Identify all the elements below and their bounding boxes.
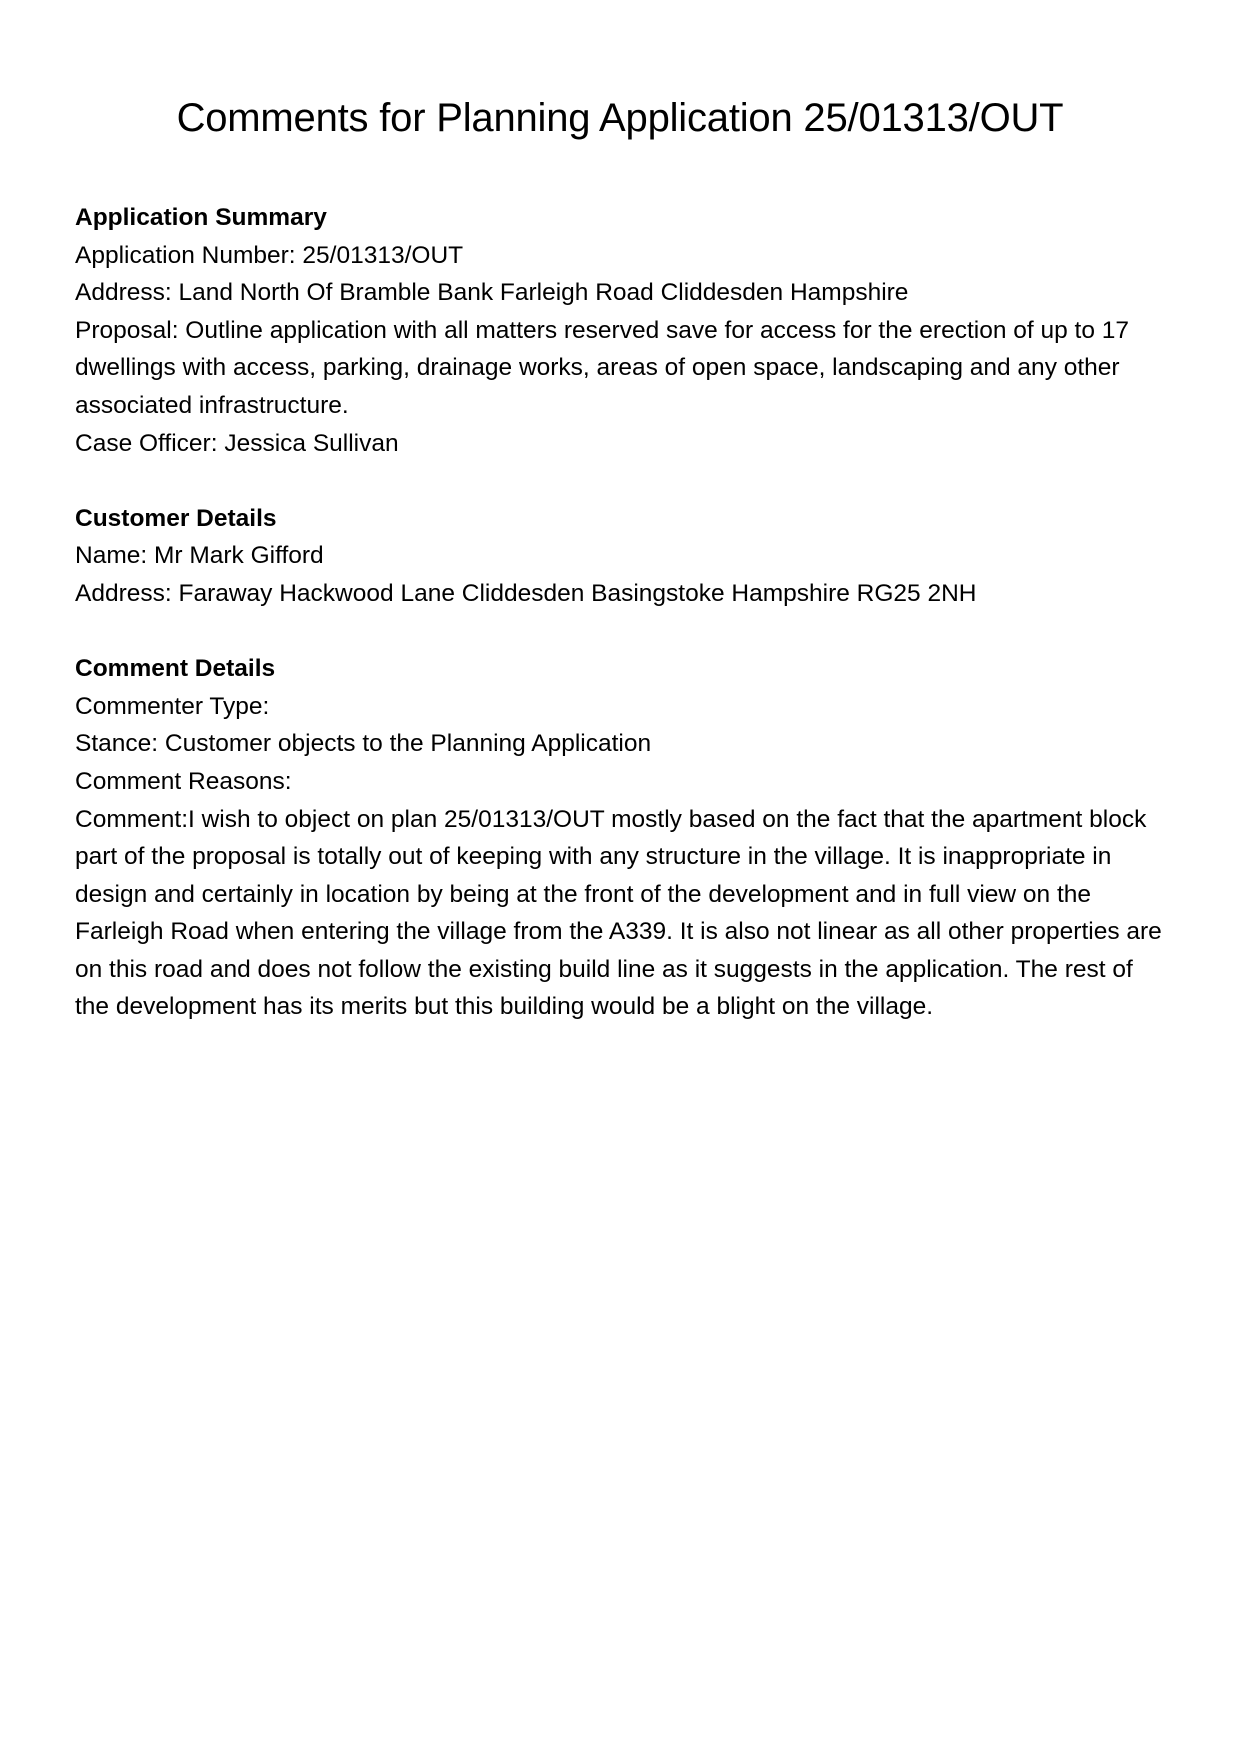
comment-details-heading: Comment Details: [75, 655, 276, 683]
comment-details-section: [75, 650, 1170, 1026]
commenter-type: Commenter Type:: [75, 692, 270, 720]
comment-reasons: Comment Reasons:: [75, 767, 292, 795]
comment-text: Comment:I wish to object on plan 25/01313/OUT mostly based on the fact that the apartment block part of the proposal is totally out of keeping with any structure in the village. It is inappropriate in design and certainly in location by being at the front of the development and in full view on the Farleigh Road when entering the village from the A339. It is also not linear as all other properties are on this road and does not follow the existing build line as it suggests in the application. The rest of the development has its merits but this building would be a blight on the village.: [75, 805, 1162, 1021]
stance: Stance: Customer objects to the Planning Application: [75, 730, 652, 758]
application-address: Address: Land North Of Bramble Bank Farleigh Road Cliddesden Hampshire: [75, 279, 909, 307]
customer-details-section: [75, 500, 1170, 613]
application-summary-heading: Application Summary: [75, 204, 327, 231]
document-body: [75, 199, 1170, 1064]
case-officer: Case Officer: Jessica Sullivan: [75, 429, 399, 457]
application-summary-section: [75, 199, 1170, 462]
proposal-text: Proposal: Outline application with all matters reserved save for access for the erection of up to 17 dwellings with access, parking, drainage works, areas of open space, landscaping and any other associated infrastructure.: [75, 316, 1130, 419]
customer-details-heading: Customer Details: [75, 504, 277, 532]
application-number: Application Number: 25/01313/OUT: [75, 241, 464, 269]
page-title: Comments for Planning Application 25/01313/OUT: [176, 96, 1064, 140]
customer-address: Address: Faraway Hackwood Lane Cliddesden Basingstoke Hampshire RG25 2NH: [75, 579, 977, 607]
customer-name: Name: Mr Mark Gifford: [75, 542, 324, 570]
